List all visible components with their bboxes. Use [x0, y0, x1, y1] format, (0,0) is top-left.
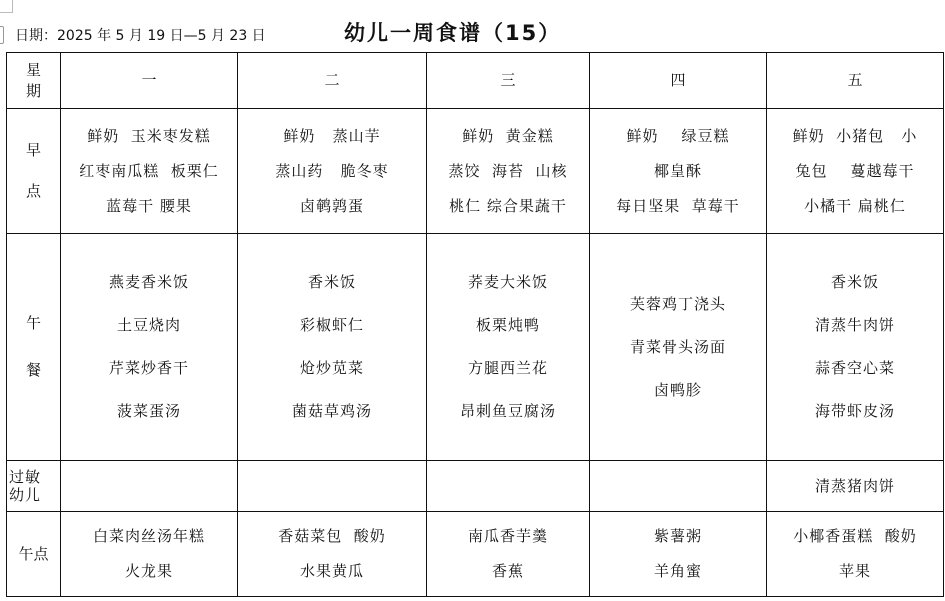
- menu-item: 鲜奶 蒸山芋: [283, 126, 381, 145]
- allergy-row: [7, 461, 944, 512]
- menu-item: 菌菇草鸡汤: [291, 402, 372, 420]
- menu-item: 芹菜炒香干: [108, 359, 189, 377]
- menu-item: 蓝莓干 腰果: [106, 196, 192, 215]
- page-corner-mark: [0, 0, 13, 13]
- menu-item: 清蒸牛肉饼: [814, 316, 895, 334]
- menu-cell: [767, 234, 944, 461]
- menu-item: 清蒸猪肉饼: [814, 476, 895, 495]
- row-label-breakfast: [7, 109, 61, 234]
- menu-item: 红枣南瓜糕 板栗仁: [79, 161, 219, 180]
- menu-item: 鲜奶 玉米枣发糕: [87, 126, 211, 145]
- weekly-menu-table: [6, 52, 944, 597]
- day-header-thu: 四: [590, 53, 767, 109]
- menu-item: 菠菜蛋汤: [116, 402, 181, 420]
- lunch-row: [7, 234, 944, 461]
- row-label-char: 早: [25, 141, 41, 159]
- row-label-char: 餐: [25, 361, 41, 379]
- menu-item: 蒸饺 海苔 山核: [448, 161, 568, 180]
- document-title: 幼儿一周食谱（15）: [344, 21, 562, 45]
- menu-cell: [427, 234, 590, 461]
- menu-item: 昂刺鱼豆腐汤: [459, 402, 556, 420]
- row-label-lunch: [7, 234, 61, 461]
- menu-cell-empty: [427, 461, 590, 512]
- menu-cell-empty: [238, 461, 427, 512]
- row-label-allergy: [7, 461, 61, 512]
- menu-cell-empty: [590, 461, 767, 512]
- menu-item: 椰皇酥: [653, 161, 702, 180]
- menu-item: 小橘干 扁桃仁: [804, 196, 906, 215]
- menu-cell: [590, 109, 767, 234]
- menu-cell: [238, 512, 427, 597]
- menu-item: 香米饭: [830, 273, 879, 291]
- menu-cell: [427, 109, 590, 234]
- menu-item: 鲜奶 黄金糕: [462, 126, 554, 145]
- menu-item: 紫薯粥: [653, 527, 702, 545]
- menu-item: 卤鸭胗: [653, 380, 702, 399]
- menu-item: 每日坚果 草莓干: [616, 196, 740, 215]
- corner-label-char: 星: [25, 60, 41, 79]
- row-label-text: 过敏: [9, 467, 42, 486]
- menu-cell: [767, 461, 944, 512]
- weekday-corner-label: [7, 53, 61, 109]
- row-label-char: 点: [25, 182, 41, 200]
- menu-cell: [61, 109, 238, 234]
- row-label-afternoon-snack: [7, 512, 61, 597]
- menu-item: 蒜香空心菜: [814, 359, 895, 377]
- menu-item: 香菇菜包 酸奶: [278, 527, 386, 545]
- row-label-text: 午点: [18, 544, 49, 563]
- day-header-mon: 一: [61, 53, 238, 109]
- menu-item: 水果黄瓜: [299, 562, 364, 580]
- breakfast-snack-row: [7, 109, 944, 234]
- menu-item: 青菜骨头汤面: [629, 337, 726, 356]
- menu-item: 燕麦香米饭: [108, 273, 189, 291]
- menu-item: 兔包 蔓越莓干: [795, 161, 915, 180]
- menu-item: 海带虾皮汤: [814, 402, 895, 420]
- menu-item: 炝炒苋菜: [299, 359, 364, 377]
- menu-item: 羊角蜜: [653, 562, 702, 580]
- menu-cell: [590, 512, 767, 597]
- menu-item: 桃仁 综合果蔬干: [449, 196, 567, 215]
- corner-label-char: 期: [25, 81, 41, 100]
- day-header-tue: 二: [238, 53, 427, 109]
- menu-item: 南瓜香芋羹: [467, 527, 548, 545]
- menu-cell: [767, 109, 944, 234]
- menu-item: 芙蓉鸡丁浇头: [629, 294, 726, 313]
- menu-item: 蒸山药 脆冬枣: [275, 161, 389, 180]
- day-header-fri: 五: [767, 53, 944, 109]
- menu-cell: [427, 512, 590, 597]
- menu-cell: [238, 109, 427, 234]
- afternoon-snack-row: [7, 512, 944, 597]
- menu-item: 鲜奶 绿豆糕: [626, 126, 730, 145]
- date-range: 日期：2025 年 5 月 19 日—5 月 23 日: [15, 28, 266, 44]
- menu-item: 白菜肉丝汤年糕: [92, 527, 205, 545]
- menu-item: 板栗炖鸭: [475, 316, 540, 334]
- row-label-char: 午: [25, 314, 41, 332]
- header-row: [7, 53, 944, 109]
- day-header-wed: 三: [427, 53, 590, 109]
- menu-item: 方腿西兰花: [467, 359, 548, 377]
- menu-item: 彩椒虾仁: [299, 316, 364, 334]
- menu-item: 火龙果: [124, 562, 173, 580]
- menu-item: 香蕉: [491, 562, 524, 580]
- menu-cell: [238, 234, 427, 461]
- menu-item: 卤鹌鹑蛋: [299, 196, 364, 215]
- menu-cell: [61, 512, 238, 597]
- menu-item: 土豆烧肉: [116, 316, 181, 334]
- menu-item: 荞麦大米饭: [467, 273, 548, 291]
- menu-cell: [590, 234, 767, 461]
- row-label-text: 幼儿: [9, 485, 42, 504]
- menu-item: 小椰香蛋糕 酸奶: [793, 527, 917, 545]
- menu-item: 香米饭: [307, 273, 356, 291]
- menu-item: 鲜奶 小猪包 小: [792, 126, 918, 145]
- menu-cell-empty: [61, 461, 238, 512]
- menu-cell: [61, 234, 238, 461]
- menu-cell: [767, 512, 944, 597]
- menu-item: 苹果: [838, 562, 871, 580]
- margin-marker: [0, 26, 4, 44]
